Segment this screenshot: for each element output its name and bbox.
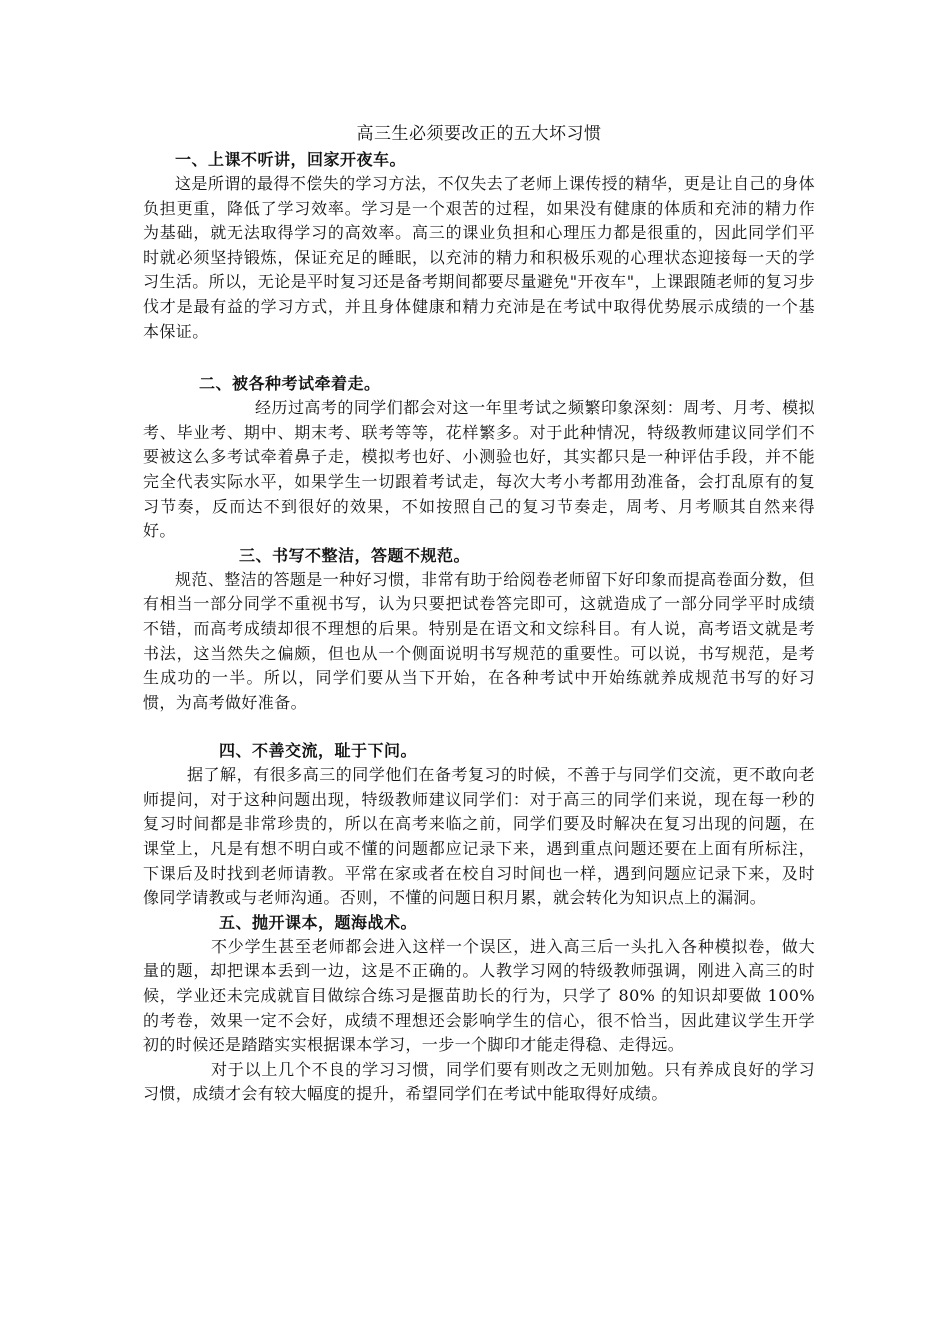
section-body-1: 这是所谓的最得不偿失的学习方法，不仅失去了老师上课传授的精华，更是让自己的身体负担更重，降低了学习效率。学习是一个艰苦的过程，如果没有健康的体质和充沛的精力作为基础，就无法取得学习的高效率。高三的课业负担和心理压力都是很重的，因此同学们平时就必须坚持锻炼，保证充足的睡眠，以充沛的精力和积极乐观的心理状态迎接每一天的学习生活。所以，无论是平时复习还是备考期间都要尽量避免"开夜车"，上课跟随老师的复习步伐才是最有益的学习方式，并且身体健康和精力充沛是在考试中取得优势展示成绩的一个基本保证。 bbox=[143, 174, 815, 341]
document-title: 高三生必须要改正的五大坏习惯 bbox=[356, 124, 602, 144]
section-heading-5: 五、抛开课本，题海战术。 bbox=[219, 912, 418, 932]
section-heading-2: 二、被各种考试牵着走。 bbox=[199, 374, 381, 394]
section-body-3: 规范、整洁的答题是一种好习惯，非常有助于给阅卷老师留下好印象而提高卷面分数，但有相当一部分同学不重视书写，认为只要把试卷答完即可，这就造成了一部分同学平时成绩不错，而高考成绩却很不理想的后果。特别是在语文和文综科目。有人说，高考语文就是考书法，这当然失之偏颇，但也从一个侧面说明书写规范的重要性。可以说，书写规范，是考生成功的一半。所以，同学们要从当下开始，在各种考试中开始练就养成规范书写的好习惯，为高考做好准备。 bbox=[143, 569, 815, 712]
section-body-5: 不少学生甚至老师都会进入这样一个误区，进入高三后一头扎入各种模拟卷，做大量的题，却把课本丢到一边，这是不正确的。人教学习网的特级教师强调，刚进入高三的时候，学业还未完成就盲目做综合练习是揠苗助长的行为，只学了 80% 的知识却要做 100%的考卷，效果一定不会好，成绩不理想还会影响学生的信心，很不恰当，因此建议学生开学初的时候还是踏踏实实根据课本学习，一步一个脚印才能走得稳、走得远。 bbox=[143, 936, 815, 1055]
document-page bbox=[143, 122, 815, 1107]
section-heading-1: 一、上课不听讲，回家开夜车。 bbox=[175, 150, 407, 169]
conclusion-paragraph: 对于以上几个不良的学习习惯，同学们要有则改之无则加勉。只有养成良好的学习习惯，成绩才会有较大幅度的提升，希望同学们在考试中能取得好成绩。 bbox=[143, 1059, 815, 1104]
section-heading-3: 三、书写不整洁，答题不规范。 bbox=[239, 545, 471, 565]
section-body-4: 据了解，有很多高三的同学他们在备考复习的时候，不善于与同学们交流，更不敢向老师提问，对于这种问题出现，特级教师建议同学们：对于高三的同学们来说，现在每一秒的复习时间都是非常珍贵的，所以在高考来临之前，同学们要及时解决在复习出现的问题，在课堂上，凡是有想不明白或不懂的问题都应记录下来，遇到重点问题还要在上面有所标注，下课后及时找到老师请教。平常在家或者在校自习时间也一样，遇到问题应记录下来，及时像同学请教或与老师沟通。否则，不懂的问题日积月累，就会转化为知识点上的漏洞。 bbox=[143, 765, 815, 908]
section-body-2: 经历过高考的同学们都会对这一年里考试之频繁印象深刻：周考、月考、模拟考、毕业考、期中、期末考、联考等等，花样繁多。对于此种情况，特级教师建议同学们不要被这么多考试牵着鼻子走，模拟考也好、小测验也好，其实都只是一种评估手段，并不能完全代表实际水平，如果学生一切跟着考试走，每次大考小考都用劲准备，会打乱原有的复习节奏，反而达不到很好的效果，不如按照自己的复习节奏走，周考、月考顺其自然来得好。 bbox=[143, 398, 815, 541]
section-heading-4: 四、不善交流，耻于下问。 bbox=[219, 741, 418, 761]
